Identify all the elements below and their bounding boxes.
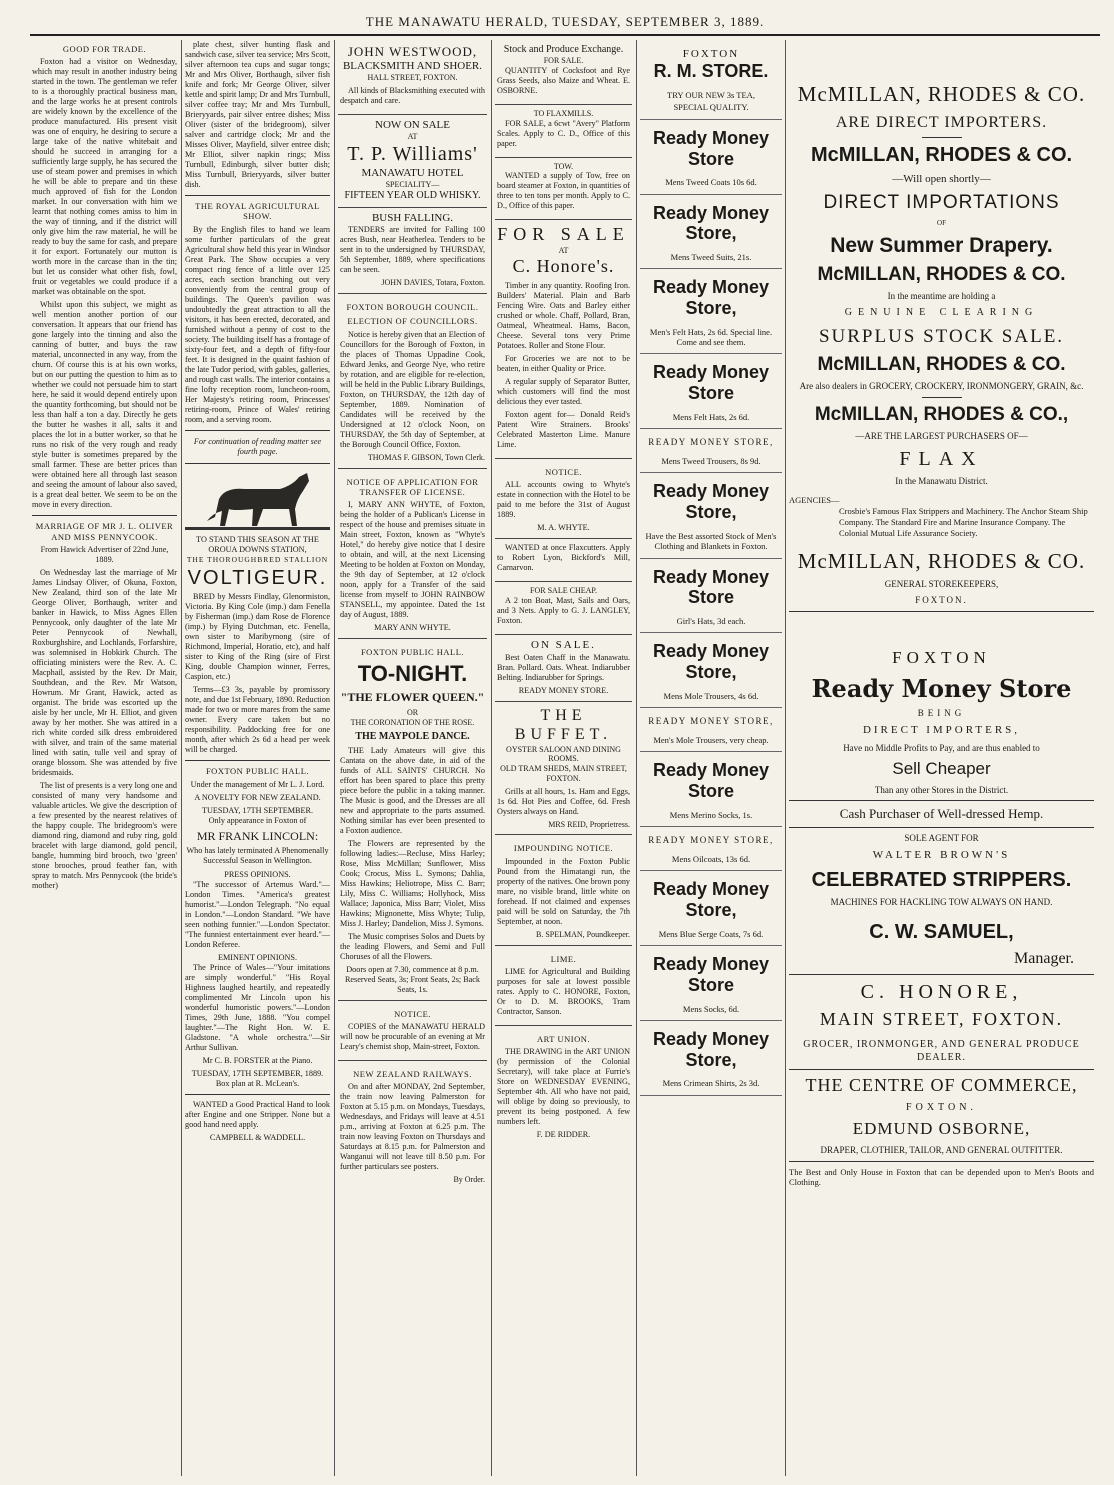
ready-money-ad (640, 633, 782, 708)
onsale-list: Best Oaten Chaff in the Manawatu. Bran. Pollard. Oats. Wheat. Indiarubber Belting. Indiarubber for Springs. (497, 652, 630, 682)
direct-importations: DIRECT IMPORTATIONS (823, 191, 1060, 213)
mcmillan-subheading: ARE DIRECT IMPORTERS. (835, 113, 1048, 131)
being-label: BEING (917, 708, 966, 719)
ready-money-ad (640, 354, 782, 429)
ready-money-ads (640, 120, 782, 1096)
for-sale-big: FOR SALE (497, 224, 630, 245)
continuation-note: For continuation of reading matter see fourth page. (193, 436, 322, 456)
mcmillan-heading: McMILLAN, RHODES & CO., (814, 403, 1069, 425)
art-signature: F. DE RIDDER. (536, 1130, 591, 1140)
column-rule (181, 40, 182, 1476)
column-2 (185, 40, 330, 1476)
divider (185, 430, 330, 431)
buffet-ad (495, 702, 632, 836)
osborne-note: The Best and Only House in Foxton that can be depended upon to Men's Boots and Clothing. (789, 1166, 1094, 1187)
council-text: Notice is hereby given that an Election of Councillors for the Borough of Foxton, in the places of Thomas Uppadine Cook, Edward Jenks, and George Nye, who retire by rotation, and are eligible for re-election, will be held in the Public Library Buildings, Foxton, on THURSDAY, the 12th day of September, 1889. Nomination of Candidates will be received by the Undersigned at 12 o'clock Noon, on THURSDAY, the 5th day of September, at the Borough Council Office, Foxton. (340, 329, 485, 449)
buffet-address: OLD TRAM SHEDS, MAIN STREET, FOXTON. (500, 764, 627, 783)
honore-agent: Foxton agent for— Donald Reid's Patent Wire Strainers. Brooks' Celebrated Masterton Lime. Manure Lime. (497, 410, 630, 450)
stud-name: VOLTIGEUR. (187, 566, 328, 589)
column-3 (338, 40, 487, 1476)
divider (185, 760, 330, 761)
column-6 (789, 40, 1094, 1476)
ready-money-ad-item: Mens Felt Hats, 2s 6d. (672, 411, 750, 422)
eminent-heading: EMINENT OPINIONS. (218, 953, 297, 963)
bush-title: BUSH FALLING. (371, 211, 454, 224)
article-heading: THE ROYAL AGRICULTURAL SHOW. (195, 201, 320, 222)
maypole-label: THE MAYPOLE DANCE. (355, 730, 470, 742)
importers-note: Have no Middle Profits to Pay, and are thus enabled to (843, 742, 1040, 753)
westwood-name: JOHN WESTWOOD, (347, 44, 478, 59)
piano-note: Mr C. B. FORSTER at the Piano. (202, 1056, 313, 1066)
mcmillan-subheading: —ARE THE LARGEST PURCHASERS OF— (855, 431, 1028, 442)
eminent-quotes: The Prince of Wales—"Your imitations are simply wonderful." "His Royal Highness laughed heartily, and repeatedly complimented Mr Lincoln upon his wonderful humoristic powers."—London Times, 29th June, 1888. "You compel laughter."—The Right Hon. W. E. Gladstone. "A whole orchestra."—Sir Arthur Sullivan. (185, 963, 330, 1053)
honore-butter: A regular supply of Separator Butter, which customers will find the most delicious they ever tasted. (497, 377, 630, 407)
flower-music: The Music comprises Solos and Duets by the leading Flowers, and Semi and Full Choruses of all the Flowers. (340, 931, 485, 961)
buffet-title: THE BUFFET. (514, 706, 613, 744)
column-4 (495, 40, 632, 1476)
rm-tea: TRY OUR NEW 3s TEA, (667, 90, 755, 101)
ready-money-store-heading: Ready Money Store (811, 674, 1072, 704)
mcmillan-subheading: GENERAL STOREKEEPERS, (884, 579, 999, 590)
licence-signature: MARY ANN WHYTE. (374, 623, 451, 633)
ready-money-ad (640, 120, 782, 195)
summer-drapery: New Summer Drapery. (830, 233, 1053, 257)
hall-desc: Who has lately terminated A Phenomenally Successful Season in Wellington. (186, 846, 329, 866)
onsale-title: ON SALE. (531, 639, 596, 652)
divider (789, 974, 1094, 975)
mcmillan-heading: McMILLAN, RHODES & CO. (817, 353, 1066, 375)
genuine-clearing: GENUINE CLEARING (844, 307, 1039, 319)
divider (922, 137, 962, 138)
agencies-label: AGENCIES— (789, 495, 840, 506)
ready-money-ad-item: Men's Mole Trousers, very cheap. (653, 734, 769, 745)
surplus-sale: SURPLUS STOCK SALE. (818, 325, 1065, 347)
railways-title: NEW ZEALAND RAILWAYS. (353, 1069, 472, 1080)
art-text: THE DRAWING in the ART UNION (by permission of the Colonial Secretary), will take place at Furrie's Store on WEDNESDAY EVENING, September 4th. All who have not paid, will oblige by doing so previously, to prevent its being postponed. A few numbers left. (497, 1047, 630, 1127)
ready-money-ad-item: Mens Tweed Trousers, 8s 9d. (661, 456, 761, 467)
ready-money-ad-title: Ready Money Store, (652, 879, 770, 921)
westwood-address: HALL STREET, FOXTON. (367, 73, 458, 83)
flaxcutters-text: WANTED at once Flaxcutters. Apply to Robert Lyon, Bickford's Mill, Carnarvon. (497, 543, 630, 573)
rm-store-title: R. M. STORE. (653, 61, 769, 82)
council-signature: THOMAS F. GIBSON, Town Clerk. (367, 452, 485, 462)
buffet-subtitle: OYSTER SALOON AND DINING ROOMS. (506, 744, 621, 764)
bush-text: TENDERS are invited for Falling 100 acres Bush, near Heatherlea. Tenders to be sent in to the undersigned by THURSDAY, 5th September, 1889, where specifications can be seen. (340, 225, 485, 275)
divider (789, 800, 1094, 801)
ready-money-ad-item: Men's Felt Hats, 2s 6d. Special line. Come and see them. (649, 326, 773, 348)
flaxcutters-ad (495, 539, 632, 582)
ready-money-ad-item: Mens Blue Serge Coats, 7s 6d. (658, 928, 764, 939)
mcmillan-subheading: In the meantime are holding a (887, 291, 996, 302)
ready-money-ad-title: Ready Money Store (652, 954, 770, 995)
box-plan: Box plan at R. McLean's. (215, 1079, 300, 1089)
coronation-label: THE CORONATION OF THE ROSE. (350, 717, 475, 727)
bush-ad (338, 208, 487, 294)
article-paragraph: By the English files to hand we learn some further particulars of the great Agricultural show held this year in Windsor Great Park. The Show occupies a very compact ring fence of a little over 125 acres, each section branching out very conveniently from the central group of buildings. The Queen's pavilion was undoubtedly the great attraction to all the visitors, it has been erected, decorated, and furnished without a penny of cost to the society. The building itself has a frontage of sixty-four feet, and a depth of fifty-four feet. It is designed in the quaint fashion of the late Tudor period, with gables, galleries, and rough cast walls. The interior contains a fine lofty reception room, luncheon-room, Her Majesty's retiring room, Princesses' retiring-room, Prince of Wales' retiring room, and a serving room. (185, 224, 330, 424)
article-paragraph: Foxton had a visitor on Wednesday, which may result in another industry being started in the town. The gentleman we refer to is a thoroughly practical business man, and the large works he at present controls are widely known by the excellence of the produce manufactured. His present visit was one of enquiry, he desiring to secure a large take of the native whitebait and should he succeed in arranging for a sufficiently large supply, he has secured the use of steam power and premises in which he will be able to prepare and tin these much approved of fish for the London market. In our conversation with him we learnt that nothing comes amiss to him in the way of tinning, and if the district will only give him the raw material, he will be ready to buy the same for cash, and prepare it for export. Fortunately our mutton is worth more in the carcase than in the tin; but let us consider what other fish, fowl, fruit or vegetables we could produce if a market was obtainable on the spot. (32, 57, 177, 297)
hackling-machines: MACHINES FOR HACKLING TOW ALWAYS ON HAND. (830, 897, 1053, 908)
flax-heading: FLAX (899, 448, 984, 471)
at-label: AT (407, 132, 418, 142)
divider (185, 195, 330, 196)
stud-breed: THE THOROUGHBRED STALLION (186, 554, 329, 564)
flower-queen-ad (338, 639, 487, 1001)
impound-text: Impounded in the Foxton Public Pound from the Himatangi run, the property of the natives. One brown pony mare, no visible brand, little white on forehead. If not claimed and expenses paid will be sold on Saturday, the 7th September, at noon. (497, 856, 631, 926)
ready-money-ad-title: Ready Money Store, (652, 641, 770, 682)
of-label: OF (937, 219, 946, 228)
ready-money-ad (640, 946, 782, 1021)
masthead (30, 14, 1100, 36)
railways-text: On and after MONDAY, 2nd September, the train now leaving Palmerston for Foxton at 5.15 p.m. on Mondays, Tuesdays, Wednesdays, and Fridays will leave at 4.51 p.m., arriving at Foxton at 6.25 p.m. The train now leaving Foxton on Thursdays and Saturdays at 8.15 p.m. for Palmerston and Wanganui will not leave till 8.50 p.m. For further particulars see posters. (340, 1082, 485, 1172)
ready-money-ad (640, 752, 782, 827)
onsale-ad (495, 635, 632, 701)
williams-ad (338, 115, 487, 208)
masthead-title: THE MANAWATU HERALD, TUESDAY, SEPTEMBER 3, 1889. (365, 14, 765, 29)
hall-novelty: A NOVELTY FOR NEW ZEALAND. (194, 792, 321, 802)
reserved-label: Reserved Seats, 3s; Front Seats, 2s; Back Seats, 1s. (344, 974, 481, 994)
honore-trade: GROCER, IRONMONGER, AND GENERAL PRODUCE DEALER. (803, 1039, 1080, 1063)
column-5 (640, 40, 782, 1476)
ready-money-ad-item: Mens Socks, 6d. (682, 1003, 740, 1014)
buffet-signature: MRS REID, Proprietress. (548, 819, 630, 829)
council-subtitle: ELECTION OF COUNCILLORS. (347, 316, 478, 327)
boat-text: A 2 ton Boat, Mast, Sails and Oars, and 3 Nets. Apply to G. J. LANGLEY, Foxton. (497, 596, 630, 626)
celebrated-strippers: CELEBRATED STRIPPERS. (811, 868, 1072, 891)
column-rule (491, 40, 492, 1476)
hemp-line: Cash Purchaser of Well-dressed Hemp. (839, 806, 1044, 822)
honore-name: C. Honore's. (512, 256, 615, 277)
lime-text: LIME for Agricultural and Building purposes for sale at lowest possible rates. Apply to C. HONORE, Foxton, Or to D. M. BROOKS, Tram Contractor, Sanson. (497, 966, 630, 1016)
centre-town: FOXTON. (906, 1101, 977, 1113)
ready-money-ad-item: Girl's Hats, 3d each. (676, 615, 746, 626)
whisky-label: FIFTEEN YEAR OLD WHISKY. (344, 189, 481, 201)
osborne-name: EDMUND OSBORNE, (852, 1118, 1031, 1138)
ready-money-ad (640, 195, 782, 270)
boat-title: FOR SALE CHEAP. (530, 586, 597, 596)
ready-money-ad-title: Ready Money Store, (652, 277, 770, 318)
stock-exchange-ad (495, 40, 632, 105)
ready-money-ad (640, 269, 782, 354)
honore-stock: Timber in any quantity. Roofing Iron. Builders' Material. Plain and Barb Fencing Wire. Oats and Barley either crushed or whole. Chaff, Pollard, Bran, Oatmeal, Wheatmeal. Hams, Bacon, Cheese. Several tons very Prime Potatoes. Roller and Stone Flour. (497, 281, 630, 351)
notice-title: NOTICE. (545, 467, 582, 478)
cheaper-note: Than any other Stores in the District. (874, 784, 1009, 795)
hall-management: Under the management of Mr L. J. Lord. (190, 779, 325, 789)
wanted-signature: CAMPBELL & WADDELL. (209, 1133, 306, 1143)
honore-grocer: For Groceries we are not to be beaten, in either Quality or Price. (497, 354, 630, 374)
divider (185, 1094, 330, 1095)
divider (922, 397, 962, 398)
westwood-trade: BLACKSMITH AND SHOER. (342, 59, 483, 72)
samuel-name: C. W. SAMUEL, (869, 921, 1014, 944)
whyte-notice-ad (495, 459, 632, 539)
ready-money-ad-title: READY MONEY STORE, (648, 716, 774, 726)
boat-ad (495, 582, 632, 635)
specialty-label: SPECIALITY— (385, 179, 440, 189)
honore-sale-ad (495, 220, 632, 459)
article-paragraph: plate chest, silver hunting flask and sandwich case, silver tea service; Mrs Scott, silver afternoon tea cups and sugar tongs; Mr and Mrs Oliver, Borthaugh, silver fish knife and fork; Mr George Oliver, silver kettle and spirit lamp; Dr and Mrs Turnbull, silver coffee tray; Mr and Mrs Turnbull, Brieryyards, pair silver entree dishes; Miss Oliver (sister of the bridegroom), silver salver and cartridge clock; Mr and the Misses Oliver, Mayfield, silver entree dish; Mr Elliot, silver napkin rings; Miss Turnbull, Edinburgh, silver butter dish; Miss Turnbull, Brieryyards, silver butter dish. (185, 40, 330, 189)
article-paragraph: Whilst upon this subject, we might as well mention another portion of our conversation. It appears that our friend has gone largely into the tinning and also the canning of butter, and buys the raw material, unconnected in any way, from the churn. Of course this is at his own works, but on our putting the question to him as to whether we could not persuade him to start here, he said it would depend entirely upon the quantity forthcoming, but should not be less than half a ton a day. Directly he gets the butter he washes it all, salts it and places the lot in a butter worker, so that he runs no risk of the very rough and ready style butter is sometimes prepared by the small farmer. These are better prices than were obtained here all through last season and seeing the amount of labour also saved, is a great deal better. We seem to be on the move in every direction. (32, 300, 177, 510)
ready-money-ad-title: READY MONEY STORE, (648, 835, 774, 846)
ready-money-ad-title: Ready Money Store (652, 362, 770, 404)
mcmillan-heading: McMILLAN, RHODES & CO. (797, 82, 1086, 106)
article-heading: GOOD FOR TRADE. (62, 44, 147, 54)
rm-store-header (640, 40, 782, 120)
divider (789, 611, 1094, 612)
flower-cast: The Flowers are represented by the following ladies:—Recluse, Miss Harley; Rose, Miss McMillan; Sunflower, Miss Cook; Crocus, Miss L. Symons; Dahlia, Miss Hawkins; Heliotrope, Miss C. Barr; Lily, Miss C. Williams; Hollyhock, Miss Wallace; Japonica, Miss Barr; Violet, Miss Hawkins; Mignonette, Miss Whyte; Tulip, Miss J. Harley; Dandelion, Miss J. Symons. (340, 838, 485, 928)
ready-money-ad-title: Ready Money Store, (652, 1028, 770, 1070)
tow-title: TOW. (553, 161, 574, 171)
divider (32, 515, 177, 516)
notice-text: ALL accounts owing to Whyte's estate in connection with the Hotel to be paid to me before the 31st of August 1889. (497, 480, 630, 520)
at-label: AT (558, 246, 569, 256)
article-paragraph: The list of presents is a very long one and consisted of many very handsome and valuable articles. We give the description of a few presented by the nearest relatives of the happy couple. The bridegroom's were diamond ring, diamond and ruby ring, gold bracelet with large diamond, gold pencil, bangle, humming bird brooch, two 'green' stone brooches, proud feather fan, with spray to match. Mrs Pennycook (the bride's mother) (32, 781, 177, 891)
lime-ad (495, 946, 632, 1026)
hall-title: FOXTON PUBLIC HALL. (205, 766, 310, 777)
railways-signature: By Order. (453, 1175, 485, 1185)
agencies-list: Crosbie's Famous Flax Strippers and Machinery. The Anchor Steam Ship Company. The Standard Fire and Marine Insurance Company. The Colonial Mutual Life Assurance Society. (839, 505, 1088, 538)
sole-agent: SOLE AGENT FOR (904, 833, 979, 844)
ready-money-ad-title: Ready Money Store (652, 760, 770, 802)
ready-money-ad-item: Mens Tweed Suits, 21s. (670, 251, 752, 262)
westwood-ad (338, 40, 487, 115)
tonight-label: TO-NIGHT. (357, 660, 468, 686)
rm-foxton: FOXTON (682, 48, 740, 60)
licence-ad (338, 469, 487, 640)
tow-text: WANTED a supply of Tow, free on board steamer at Foxton, in quantities of three to ten tons per month. Apply to C. D., Office of this paper. (497, 171, 630, 211)
flower-queen-title: "THE FLOWER QUEEN." (340, 690, 485, 705)
divider (789, 1161, 1094, 1162)
ready-money-ad-title: Ready Money Store (652, 566, 770, 608)
ready-money-ad (640, 827, 782, 871)
stud-description: BRED by Messrs Findlay, Glenormiston, Victoria. By King Cole (imp.) dam Fenella by Fisherman (imp.) dam Rose de Florence (imp.) by Flying Dutchman, etc. Fenella, own sister to Maribyrnong (sire of Richmond, Imperial, Horatio, etc), and half sister to King of the Ring (sire of First King, double Champion winner, Ferres, Caspion, etc.) (185, 592, 330, 682)
ready-money-ad-title: Ready Money Store, (652, 202, 770, 244)
column-rule (636, 40, 637, 1476)
or-label: OR (406, 708, 419, 718)
hall-date: TUESDAY, 17TH SEPTEMBER. (201, 805, 313, 815)
press-heading: PRESS OPINIONS. (224, 870, 291, 880)
council-title: FOXTON BOROUGH COUNCIL. (346, 302, 479, 313)
divider (185, 463, 330, 464)
sell-cheaper: Sell Cheaper (892, 758, 991, 778)
mcmillan-town: FOXTON. (915, 595, 968, 606)
stud-intro: TO STAND THIS SEASON AT THE OROUA DOWNS STATION, (196, 534, 319, 554)
ready-money-ad (640, 429, 782, 473)
licence-title: NOTICE OF APPLICATION FOR TRANSFER OF LICENSE. (346, 476, 479, 497)
impound-title: IMPOUNDING NOTICE. (513, 843, 614, 854)
for-sale-label: FOR SALE. (543, 56, 584, 66)
column-rule (334, 40, 335, 1476)
art-title: ART UNION. (537, 1033, 590, 1044)
divider (789, 1069, 1094, 1070)
onsale-store: READY MONEY STORE. (518, 685, 609, 695)
mcmillan-heading: McMILLAN, RHODES & CO. (817, 264, 1066, 286)
mcmillan-heading: McMILLAN, RHODES & CO. (797, 548, 1086, 573)
stock-title: Stock and Produce Exchange. (503, 44, 624, 55)
osborne-trade: DRAPER, CLOTHIER, TAILOR, AND GENERAL OUTFITTER. (820, 1144, 1063, 1155)
hall-only: Only appearance in Foxton of (208, 815, 307, 825)
article-source: From Hawick Advertiser of 22nd June, 1889. (40, 545, 169, 565)
flaxmills-ad (495, 105, 632, 158)
ready-money-ad-item: Mens Mole Trousers, 4s 6d. (663, 690, 759, 701)
ready-money-ad (640, 1021, 782, 1096)
flax-subheading: In the Manawatu District. (895, 476, 988, 487)
hall-date-repeat: TUESDAY, 17TH SEPTEMBER, 1889. (191, 1069, 324, 1079)
mcmillan-subheading: Are also dealers in GROCERY, CROCKERY, IRONMONGERY, GRAIN, &c. (799, 380, 1084, 391)
honore-address: MAIN STREET, FOXTON. (819, 1009, 1064, 1030)
public-hall-title: FOXTON PUBLIC HALL. (360, 647, 465, 658)
notice-signature: M. A. WHYTE. (537, 523, 590, 533)
herald-notice-ad (338, 1001, 487, 1061)
wanted-ad: WANTED a Good Practical Hand to look after Engine and one Stripper. None but a good hand need apply. (185, 1100, 330, 1130)
ready-money-ad-title: READY MONEY STORE, (648, 437, 774, 448)
flaxmills-text: FOR SALE, a 6cwt "Avery" Platform Scales. Apply to C. D., Office of this paper. (497, 118, 630, 148)
buffet-menu: Grills at all hours, 1s. Ham and Eggs, 1s 6d. Hot Pies and Coffee, 6d. Fresh Oysters always on Hand. (497, 786, 630, 816)
ready-money-ad-item: Mens Oilcoats, 13s 6d. (671, 854, 751, 865)
column-1 (32, 40, 177, 1476)
williams-name: T. P. Williams' (347, 143, 478, 166)
notice-text: COPIES of the MANAWATU HERALD will now be procurable of an evening at Mr Leary's chemist shop, Main-street, Foxton. (340, 1022, 485, 1052)
ready-money-ad (640, 871, 782, 946)
mcmillan-subheading: —Will open shortly— (892, 172, 991, 185)
ready-money-ad-item: Mens Merino Socks, 1s. (669, 809, 753, 820)
article-paragraph: On Wednesday last the marriage of Mr James Lindsay Oliver, of Okuna, Foxton, New Zealand, third son of the late Mr George Oliver, Borthaugh, writer and banker in Hawick, to Miss Agnes Ellen Pennycook, only daughter of the late Mr Peter Pennycook of Newhall, Roxburghshire, and Lochlands, Forfarshire, was solemnised in Hobkirk Church. The officiating ministers were the Rev. A. C. Macphail, assisted by the Rev. Dr Mair, Southdean, and the Rev. Mr Watson, Howrum. Mr Grant, Hawick, acted as organist. The bride was escorted up the aisle by her uncle, Mr H. Elliot, and given away by her mother. She was attired in a rich white corded silk dress embroidered with silver, and train of the same material lined with satin, tulle veil and spray of orange blossom. She was attended by five bridesmaids. (32, 568, 177, 778)
railways-ad (338, 1061, 487, 1190)
stud-terms: Terms—£3 3s, payable by promissory note, and due 1st February, 1890. Reduction made for two or more mares from the same owner. Every care taken but no responsibility. Paddocking free for one month, after which 2s 6d a head per week will be charged. (185, 685, 330, 755)
rm-special: SPECIAL QUALITY. (673, 102, 749, 113)
ready-money-ad (640, 559, 782, 634)
ready-money-ad-item: Mens Tweed Coats 10s 6d. (665, 177, 757, 188)
council-ad (338, 294, 487, 468)
press-quotes: "The successor of Artemus Ward."—London Times. "America's greatest humorist."—London Telegraph. "No equal in London."—London Standard. "We have seen nothing funnier."—London Spectator. "The funniest entertainment ever heard."—London Referee. (185, 880, 330, 950)
column-rule (785, 40, 786, 1476)
direct-importers: DIRECT IMPORTERS, (862, 724, 1021, 737)
foxton-heading: FOXTON (892, 648, 991, 668)
walter-brown: WALTER BROWN'S (872, 849, 1011, 862)
sale-label: NOW ON SALE (375, 119, 450, 132)
hall-star: MR FRANK LINCOLN: (196, 828, 319, 843)
licence-text: I, MARY ANN WHYTE, of Foxton, being the holder of a Publican's License in respect of the house and premises situate in Main street, Foxton, known as "Whyte's Hotel," do hereby give notice that I desire to obtain, and will, at the next Licensing Meeting to be holden at Foxton on Monday, the 9th day of September, at 12 o'clock noon, apply for a Transfer of the said license from myself to JOHN RAINBOW STANSELL, my appointee. Dated the 1st day of August, 1889. (340, 500, 485, 620)
impound-ad (495, 835, 632, 945)
flower-text: THE Lady Amateurs will give this Cantata on the above date, in aid of the funds of ALL SAINTS' CHURCH. No effort has been spared to place this pretty piece before the public in a taking manner. The Music is good, and the Dresses are all new and appropriate to the parts assumed. Nothing similar has ever been presented to a Foxton audience. (340, 745, 485, 835)
doors-label: Doors open at 7.30, commence at 8 p.m. (346, 964, 479, 974)
samuel-title: Manager. (1014, 950, 1074, 968)
notice-title: NOTICE. (394, 1008, 431, 1019)
ready-money-ad (640, 708, 782, 752)
centre-heading: THE CENTRE OF COMMERCE, (805, 1074, 1078, 1095)
stallion-illustration (185, 469, 330, 531)
ready-money-ad-item: Have the Best assorted Stock of Men's Clothing and Blankets in Foxton. (645, 530, 777, 552)
ready-money-ad-title: Ready Money Store (652, 127, 770, 169)
honore-heading: C. HONORE, (860, 980, 1023, 1003)
article-heading: MARRIAGE OF MR J. L. OLIVER AND MISS PENNYCOOK. (35, 521, 174, 542)
tow-ad (495, 158, 632, 221)
lime-title: LIME. (550, 953, 577, 964)
ready-money-ad-item: Mens Crimean Shirts, 2s 3d. (662, 1078, 760, 1089)
williams-hotel: MANAWATU HOTEL (361, 166, 464, 179)
westwood-text: All kinds of Blacksmithing executed with despatch and care. (340, 86, 485, 106)
ready-money-ad (640, 473, 782, 558)
divider (789, 827, 1094, 828)
for-sale-text: QUANTITY of Cocksfoot and Rye Grass Seeds, also Maize and Wheat. E. OSBORNE. (497, 65, 630, 95)
mcmillan-heading: McMILLAN, RHODES & CO. (810, 144, 1073, 167)
bush-signature: JOHN DAVIES, Totara, Foxton. (381, 278, 485, 288)
flaxmills-title: TO FLAXMILLS. (533, 108, 594, 118)
ready-money-ad-title: Ready Money Store, (652, 481, 770, 523)
impound-signature: B. SPELMAN, Poundkeeper. (536, 929, 630, 939)
art-union-ad (495, 1026, 632, 1145)
